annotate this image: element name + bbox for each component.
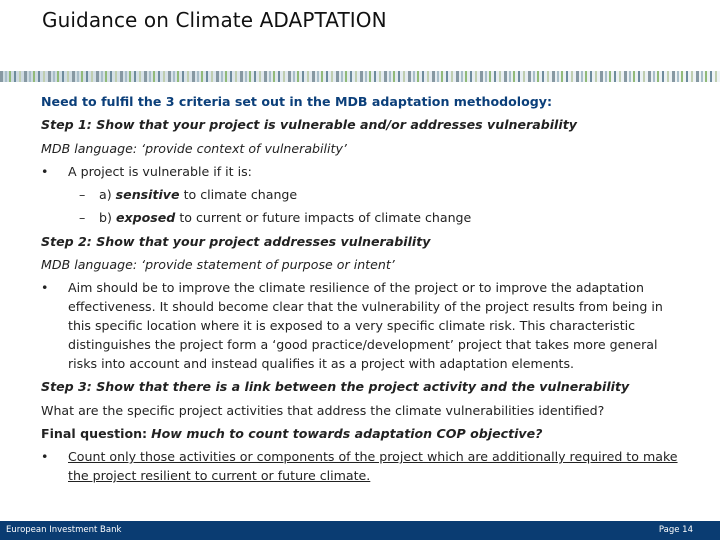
slide-content [41, 90, 681, 487]
mdb-language-1: MDB language: ‘provide context of vulnerability’ [41, 140, 347, 156]
sub-rest: to current or future impacts of climate change [179, 210, 472, 226]
decorative-stripe-bar [0, 71, 720, 82]
sub-emphasis: sensitive [115, 187, 180, 203]
final-question-text: How much to count towards adaptation COP objective? [151, 425, 543, 441]
sub-prefix: a) [99, 187, 112, 203]
bullet-text: Aim should be to improve the climate resilience of the project or to improve the adaptation effectiveness. It should become clear that the vulnerability of the project results from being in this specific location where it is exposed to a very specific climate risk. This characteristic distinguishes the project form a ‘good practice/development’ project that takes more general risks into account and instead qualifies it as a project with adaptation elements. [68, 280, 663, 372]
dash-icon: – [79, 187, 86, 203]
step-3-heading: Step 3: Show that there is a link between the project activity and the vulnerability [41, 379, 630, 395]
final-question-label: Final question: [41, 425, 148, 441]
final-question-line [41, 422, 681, 445]
bullet-icon: • [41, 449, 49, 465]
page-number: Page 14 [658, 525, 693, 535]
sub-prefix: b) [99, 210, 112, 226]
dash-icon: – [79, 210, 86, 226]
sub-rest: to climate change [183, 187, 298, 203]
bullet-item-count [41, 447, 681, 485]
bullet-item-aim [41, 278, 681, 373]
sub-item-exposed [41, 206, 681, 229]
bullet-item-vulnerable [41, 160, 681, 183]
bullet-text-underlined: Count only those activities or components of the project which are additionally required to make the project resilient to current or future climate. [68, 449, 678, 484]
bullet-icon: • [41, 280, 49, 296]
footer-bar [0, 521, 720, 540]
question-line: What are the specific project activities that address the climate vulnerabilities identified? [41, 402, 605, 418]
bullet-text: A project is vulnerable if it is: [68, 163, 252, 179]
bullet-icon: • [41, 163, 49, 179]
intro-line: Need to fulfil the 3 criteria set out in the MDB adaptation methodology: [41, 94, 552, 109]
slide-title: Guidance on Climate ADAPTATION [42, 8, 387, 32]
step-1-heading: Step 1: Show that your project is vulnerable and/or addresses vulnerability [41, 117, 577, 133]
footer-organization: European Investment Bank [6, 525, 122, 535]
step-2-heading: Step 2: Show that your project addresses vulnerability [41, 233, 431, 249]
sub-emphasis: exposed [115, 210, 176, 226]
sub-item-sensitive [41, 183, 681, 206]
mdb-language-2: MDB language: ‘provide statement of purpose or intent’ [41, 257, 395, 273]
